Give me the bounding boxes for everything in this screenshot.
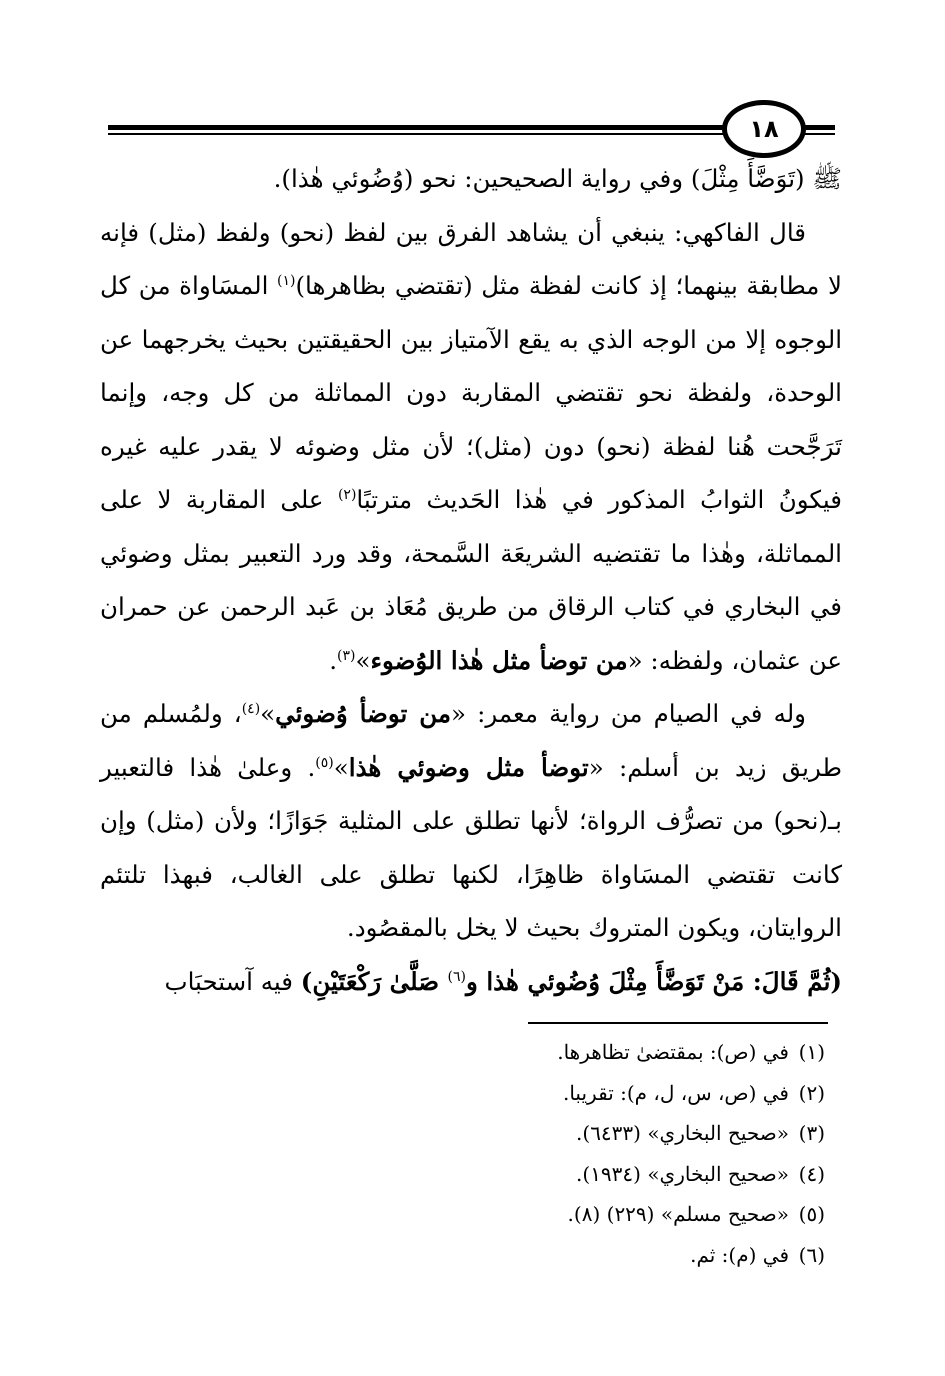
footnote-text: في (ص، س، ل، م): تقريبا.	[562, 1080, 789, 1105]
paragraph-3: وله في الصيام من رواية معمر: «من توضأ وُضوئي»$^{(٤)}$، ولمُسلم من طريق زيد بن أسلم: «توضأ مثل وضوئي هٰذا»$^{(٥)}$. وعلىٰ هٰذا فالتعبير بـ(نحو) من تصرُّف الرواة؛ لأنها تطلق على المثلية جَوَازًا؛ ولأن (مثل) وإن كانت تقتضي المسَاواة ظاهِرًا، لكنها تطلق على الغالب، فبهذا تلتئم الروايتان، ويكون المتروك بحيث لا يخل بالمقصُود.	[100, 699, 842, 942]
footnote-number: (١)	[798, 1040, 825, 1064]
footnote-ref-3[interactable]: (٣)	[336, 647, 356, 664]
main-text	[100, 152, 842, 1008]
footnote-separator	[528, 1022, 828, 1024]
paragraph-1: ﷺ (تَوَضَّأَ مِثْلَ) وفي رواية الصحيحين: نحو (وُضُوئي هٰذا).	[273, 164, 842, 193]
footnote-6	[300, 1235, 825, 1276]
hadith-bold-a: (ثُمَّ قَالَ: مَنْ تَوَضَّأَ مِثْلَ وُضُوئي هٰذا و	[466, 966, 842, 996]
footnote-text: «صحيح البخاري» (٦٤٣٣).	[576, 1121, 789, 1145]
quote-bold-2: من توضأ وُضوئي	[275, 699, 451, 728]
footnote-text: «صحيح مسلم» (٢٢٩) (٨).	[567, 1202, 789, 1226]
footnote-text: في (م): ثم.	[690, 1242, 789, 1267]
quote-bold-1: من توضأ مثل هٰذا الوُضوء	[370, 645, 628, 675]
footnote-number: (٣)	[798, 1121, 825, 1145]
footnote-ref-5[interactable]: (٥)	[315, 754, 334, 771]
footnote-2	[300, 1073, 825, 1114]
quote-bold-3: توضأ مثل وضوئي هٰذا	[348, 752, 589, 782]
footnote-text: في (ص): بمقتضىٰ تظاهرها.	[557, 1040, 789, 1064]
paragraph-2: قال الفاكهي: ينبغي أن يشاهد الفرق بين لفظ (نحو) ولفظ (مثل) فإنه لا مطابقة بينهما؛ إذ كانت لفظة مثل (تقتضي بظاهرها)$^{(١)}$ المسَاواة من كل الوجوه إلا من الوجه الذي به يقع الآمتياز بين الحقيقتين بحيث يخرجهما عن الوحدة، ولفظة نحو تقتضي المقاربة دون المماثلة من كل وجه، وإنما تَرَجَّحت هُنا لفظة (نحو) دون (مثل)؛ لأن مثل وضوئه لا يقدر عليه غيره فيكونُ الثوابُ المذكور في هٰذا الحَديث مترتبًا$^{(٢)}$ على المقاربة لا على المماثلة، وهٰذا ما تقتضيه الشريعَة السَّمحة، وقد ورد التعبير بمثل وضوئي في البخاري في كتاب الرقاق من طريق مُعَاذ بن عَبد الرحمن عن حمران عن عثمان، ولفظه: «من توضأ مثل هٰذا الوُضوء»$^{(٣)}$.	[100, 217, 842, 675]
page-number-badge	[722, 100, 806, 158]
footnote-text: «صحيح البخاري» (١٩٣٤).	[576, 1161, 789, 1186]
footnotes	[300, 1032, 825, 1275]
footnote-number: (٤)	[798, 1161, 825, 1186]
footnote-number: (٢)	[798, 1080, 825, 1105]
footnote-4	[300, 1154, 825, 1195]
footnote-1	[300, 1032, 825, 1073]
footnote-ref-4[interactable]: (٤)	[241, 700, 261, 717]
paragraph-4: (ثُمَّ قَالَ: مَنْ تَوَضَّأَ مِثْلَ وُضُوئي هٰذا و$^{(٦)}$ صَلَّىٰ رَكْعَتَيْنِ) فيه آستحبَاب	[164, 966, 842, 996]
page-number: ١٨	[749, 115, 779, 143]
footnote-number: (٦)	[798, 1242, 825, 1267]
footnote-5	[300, 1194, 825, 1235]
footnote-ref-1[interactable]: (١)	[277, 272, 296, 289]
footnote-ref-6[interactable]: (٦)	[447, 968, 467, 985]
footnote-3	[300, 1113, 825, 1154]
footnote-number: (٥)	[798, 1202, 825, 1226]
footnote-ref-2[interactable]: (٢)	[337, 486, 357, 503]
hadith-bold-b: صَلَّىٰ رَكْعَتَيْنِ)	[300, 966, 448, 996]
